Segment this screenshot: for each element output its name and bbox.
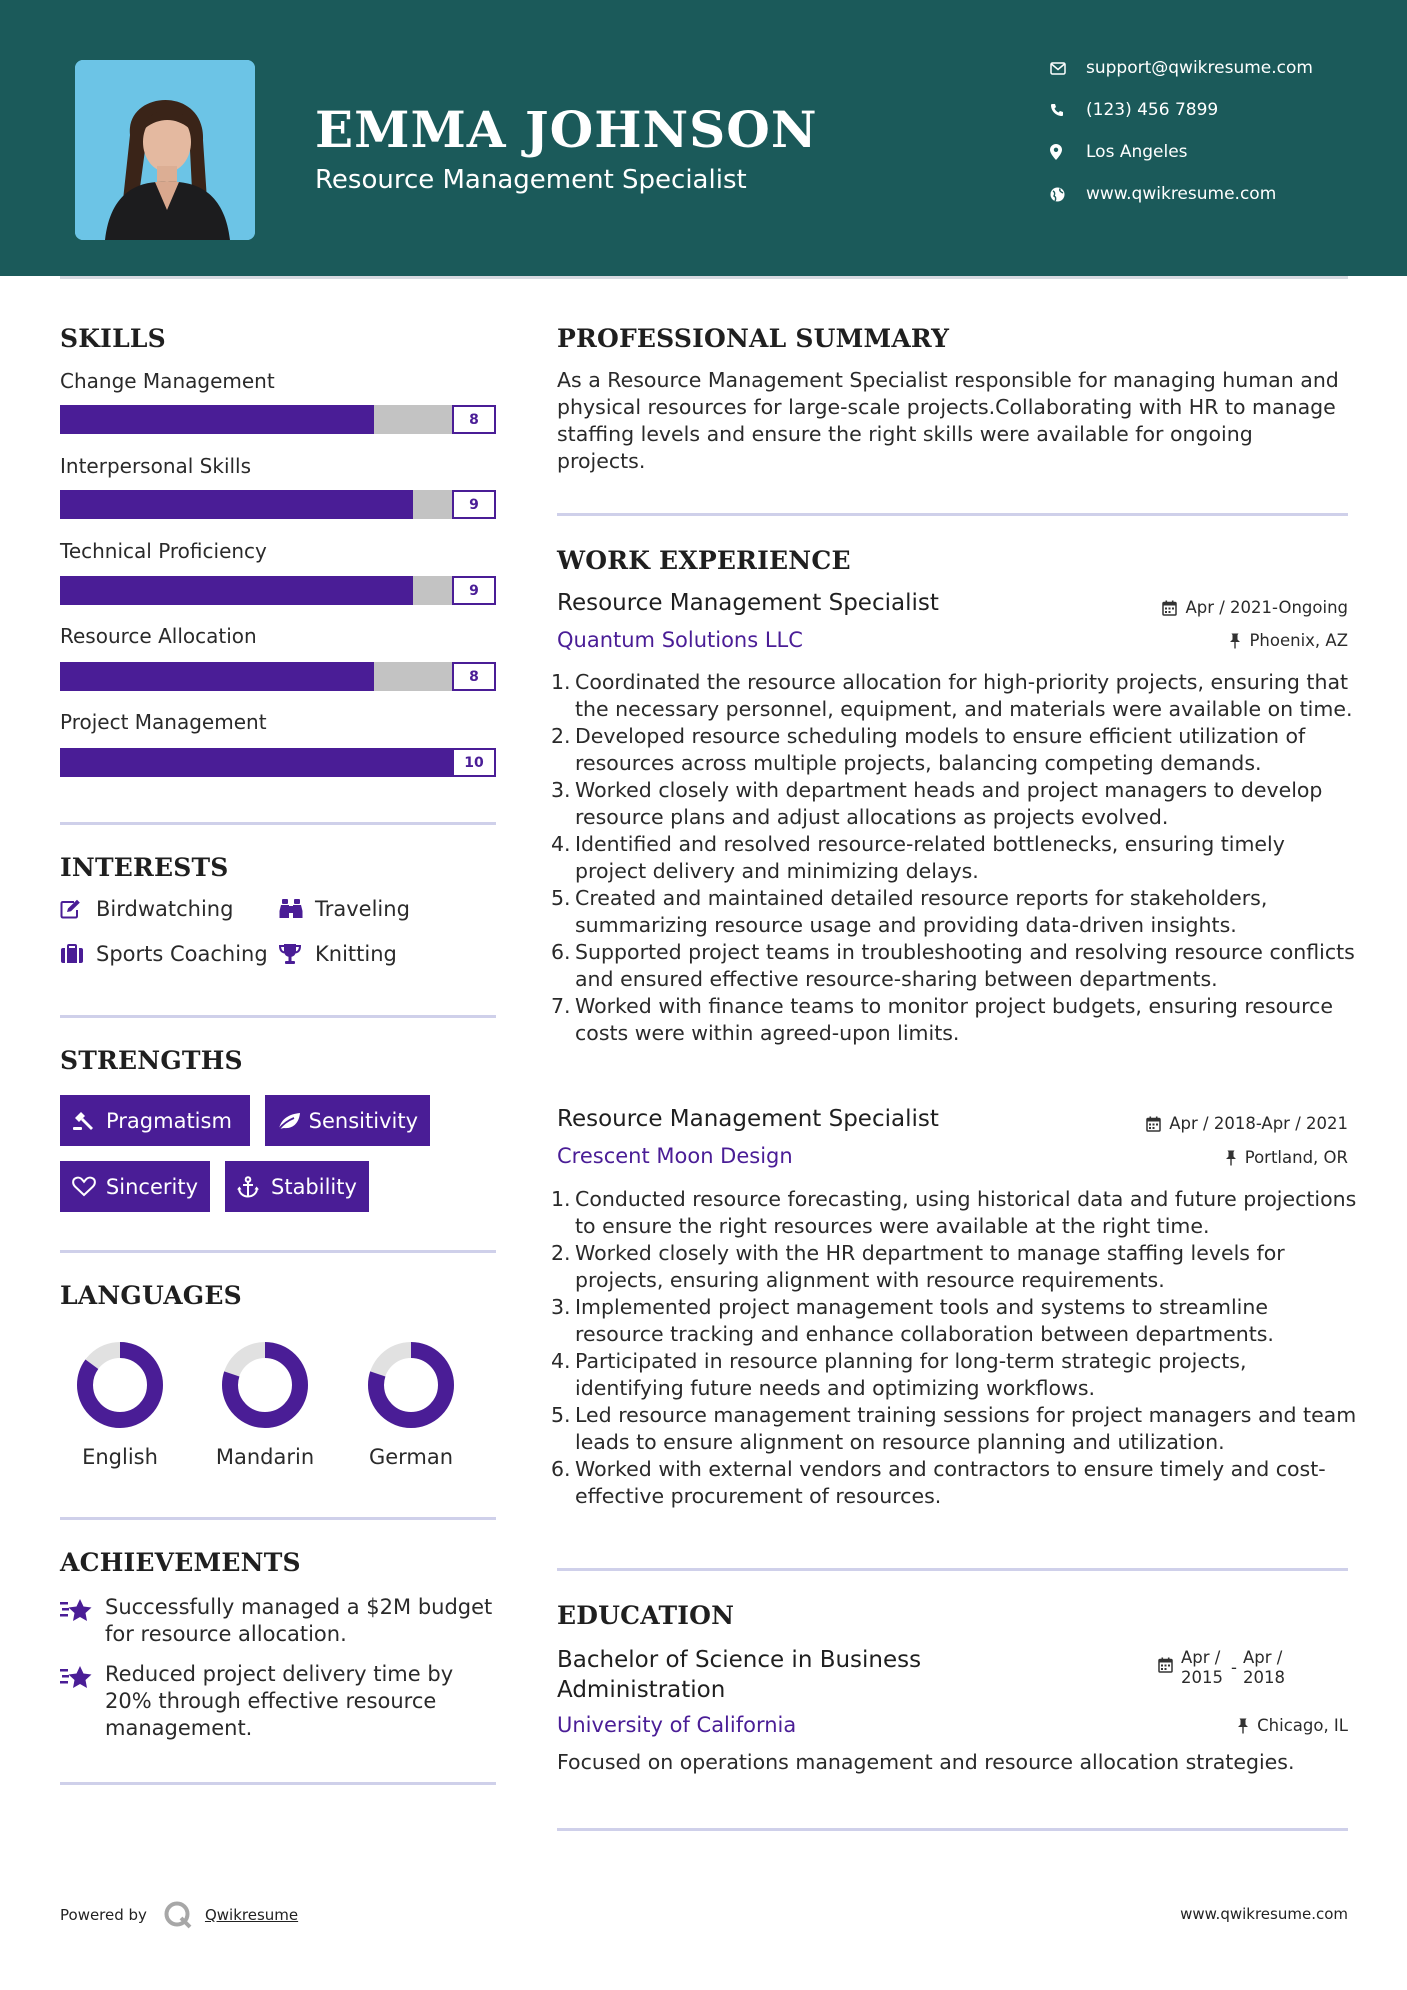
job-duties-list [551,1186,1357,1510]
strength-badge [265,1095,430,1146]
skill-score: 9 [452,576,496,605]
contact-phone[interactable] [1050,100,1380,120]
section-divider [60,1015,496,1018]
profile-photo [75,60,255,240]
section-divider [60,1517,496,1520]
skill-bar-fill [60,748,452,777]
contact-phone-text: (123) 456 7899 [1086,100,1219,120]
calendar-icon [1162,600,1177,616]
summary-text: As a Resource Management Specialist responsible for managing human and physical resources for large-scale projects.Collaborating with HR to manage staffing levels and ensure the right skills were available for ongoing projects. [557,368,1339,473]
date-part: Apr / [1243,1648,1283,1667]
footer-powered-by [60,1900,298,1930]
duty-text: Supported project teams in troubleshooting and resolving resource conflicts and ensured effective resource-sharing between departments. [575,940,1355,991]
job-dates-text: Apr / 2018-Apr / 2021 [1169,1114,1348,1133]
skill-bar [60,576,496,605]
skill-score: 9 [452,490,496,519]
summary-heading: PROFESSIONAL SUMMARY [557,324,950,353]
skill-name: Technical Proficiency [60,539,267,563]
gavel-icon [72,1110,106,1132]
skill-name: Change Management [60,369,275,393]
language-ring [366,1340,456,1430]
section-divider [557,513,1348,516]
company-name: Quantum Solutions LLC [557,628,803,652]
skill-name: Project Management [60,710,267,734]
date-part: 2015 [1181,1668,1223,1687]
duty-text: Worked closely with department heads and project managers to develop resource plans and adjust allocations as projects evolved. [575,778,1323,829]
pushpin-icon [1225,1150,1237,1166]
date-separator: - [1231,1658,1237,1677]
list-item: 6. Supported project teams in troubleshooting and resolving resource conflicts and ensured effective resource-sharing between departments. [551,940,1355,991]
skill-bar [60,405,496,434]
degree-title [557,1645,921,1705]
list-item: 4. Identified and resolved resource-related bottlenecks, ensuring timely project delivery and minimizing delays. [551,832,1285,883]
language-name: German [368,1445,454,1469]
achievement-item [60,1594,500,1648]
skill-name: Interpersonal Skills [60,454,252,478]
education-location-text: Chicago, IL [1257,1716,1348,1735]
phone-icon [1050,103,1086,117]
language-ring [75,1340,165,1430]
footer-url[interactable]: www.qwikresume.com [1180,1905,1348,1923]
interest-label: Birdwatching [96,897,234,921]
achievement-text: Reduced project delivery time by 20% through effective resource management. [105,1662,454,1740]
list-item: 3. Implemented project management tools and systems to streamline resource tracking and enhance collaboration between departments. [551,1295,1274,1346]
achievements-heading: ACHIEVEMENTS [60,1548,301,1577]
skill-bar-fill [60,490,413,519]
education-dates [1158,1648,1293,1688]
job-title: Resource Management Specialist [557,590,939,616]
star-icon [60,1594,105,1648]
interest-item [60,897,233,921]
envelope-icon [1050,62,1086,75]
language-name: Mandarin [215,1445,315,1469]
list-item: 2. Worked closely with the HR department to manage staffing levels for projects, ensuring alignment with resource requirements. [551,1241,1285,1292]
strength-badge [60,1161,210,1212]
strength-label: Stability [271,1174,357,1199]
skill-score: 8 [452,405,496,434]
job-duties-list [551,669,1357,1047]
list-item: 6. Worked with external vendors and contractors to ensure timely and cost-effective procurement of resources. [551,1457,1326,1508]
contact-website-text: www.qwikresume.com [1086,184,1277,204]
section-divider [60,822,496,825]
duty-text: Led resource management training sessions for project managers and team leads to ensure alignment on resource planning and utilization. [575,1403,1357,1454]
list-item: 4. Participated in resource planning for long-term strategic projects, identifying future needs and optimizing workflows. [551,1349,1247,1400]
job-location [1225,1148,1348,1167]
degree-line: Administration [557,1677,726,1703]
anchor-icon [237,1176,271,1198]
skill-bar-fill [60,405,374,434]
education-end-date [1243,1648,1293,1688]
duty-text: Worked with finance teams to monitor project budgets, ensuring resource costs were within agreed-upon limits. [575,994,1334,1045]
list-item: 7. Worked with finance teams to monitor project budgets, ensuring resource costs were within agreed-upon limits. [551,994,1334,1045]
job-title: Resource Management Specialist [557,1106,939,1132]
job-location-text: Phoenix, AZ [1249,631,1348,650]
strength-label: Sincerity [105,1174,198,1199]
list-item: 5. Created and maintained detailed resource reports for stakeholders, summarizing resource usage and providing data-driven insights. [551,886,1268,937]
contact-email-text: support@qwikresume.com [1086,58,1313,78]
skill-bar [60,748,496,777]
education-heading: EDUCATION [557,1601,735,1630]
globe-icon [1050,187,1086,202]
degree-line: Bachelor of Science in Business [557,1647,922,1673]
duty-text: Identified and resolved resource-related bottlenecks, ensuring timely project delivery and minimizing delays. [575,832,1285,883]
section-divider [557,1828,1348,1831]
duty-text: Created and maintained detailed resource reports for stakeholders, summarizing resource usage and providing data-driven insights. [575,886,1268,937]
interests-heading: INTERESTS [60,853,229,882]
pencil-square-icon [60,899,96,919]
duty-text: Worked with external vendors and contractors to ensure timely and cost-effective procurement of resources. [575,1457,1326,1508]
list-item: 3. Worked closely with department heads and project managers to develop resource plans and adjust allocations as projects evolved. [551,778,1323,829]
section-divider [60,1782,496,1785]
job-dates [1146,1114,1348,1133]
contact-location-text: Los Angeles [1086,142,1188,162]
strength-label: Sensitivity [308,1108,418,1133]
skill-bar-fill [60,576,413,605]
duty-text: Developed resource scheduling models to ensure efficient utilization of resources across multiple projects, balancing competing demands. [575,724,1306,775]
interest-item [60,942,268,966]
list-item: 2. Developed resource scheduling models to ensure efficient utilization of resources across multiple projects, balancing competing demands. [551,724,1306,775]
company-name: Crescent Moon Design [557,1144,793,1168]
interest-item [279,942,397,966]
pushpin-icon [1237,1718,1249,1734]
strengths-heading: STRENGTHS [60,1046,243,1075]
language-ring [220,1340,310,1430]
contact-website[interactable] [1050,184,1380,204]
contact-location [1050,142,1380,162]
interest-label: Sports Coaching [96,942,268,966]
skill-score: 10 [452,748,496,777]
calendar-icon [1158,1648,1173,1678]
skill-bar [60,662,496,691]
list-item: 5. Led resource management training sessions for project managers and team leads to ensure alignment on resource planning and utilization. [551,1403,1357,1454]
achievement-item [60,1661,500,1742]
education-location [1237,1716,1348,1735]
skill-name: Resource Allocation [60,624,257,648]
job-dates [1162,598,1348,617]
duty-text: Conducted resource forecasting, using historical data and future projections to ensure the right resources were available at the right time. [575,1187,1357,1238]
strength-label: Pragmatism [106,1108,232,1133]
education-description: Focused on operations management and resource allocation strategies. [557,1750,1295,1774]
briefcase-icon [60,944,96,964]
section-divider [60,1250,496,1253]
interest-item [279,897,410,921]
achievement-text: Successfully managed a $2M budget for resource allocation. [105,1595,493,1646]
trophy-icon [279,943,315,965]
qwikresume-link[interactable]: Qwikresume [204,1906,299,1924]
contact-email[interactable] [1050,58,1380,78]
star-icon [60,1661,105,1742]
duty-text: Implemented project management tools and systems to streamline resource tracking and enhance collaboration between departments. [575,1295,1274,1346]
job-location-text: Portland, OR [1244,1148,1348,1167]
list-item: 1. Conducted resource forecasting, using historical data and future projections to ensure the right resources were available at the right time. [551,1187,1357,1238]
binoculars-icon [279,898,315,920]
skill-score: 8 [452,662,496,691]
list-item: 1. Coordinated the resource allocation for high-priority projects, ensuring that the necessary personnel, equipment, and materials were available on time. [551,670,1353,721]
duty-text: Worked closely with the HR department to manage staffing levels for projects, ensuring alignment with resource requirements. [575,1241,1285,1292]
candidate-name: EMMA JOHNSON [315,100,818,159]
skills-heading: SKILLS [60,324,166,353]
language-name: English [82,1445,158,1469]
powered-by-text: Powered by [60,1906,147,1924]
qwikresume-logo-icon [163,1900,193,1930]
job-location [1229,631,1348,650]
pushpin-icon [1229,633,1241,649]
date-part: 2018 [1243,1668,1285,1687]
job-dates-text: Apr / 2021-Ongoing [1185,598,1348,617]
map-marker-icon [1050,144,1086,160]
duty-text: Participated in resource planning for long-term strategic projects, identifying future needs and optimizing workflows. [575,1349,1247,1400]
interest-label: Traveling [315,897,410,921]
experience-heading: WORK EXPERIENCE [557,546,851,575]
duty-text: Coordinated the resource allocation for high-priority projects, ensuring that the necessary personnel, equipment, and materials were available on time. [575,670,1353,721]
date-part: Apr / [1181,1648,1221,1667]
resume-header [0,0,1407,276]
candidate-title: Resource Management Specialist [315,165,747,195]
section-divider [557,1568,1348,1571]
school-name: University of California [557,1713,797,1737]
skill-bar-fill [60,662,374,691]
leaf-icon [277,1111,309,1131]
skill-bar [60,490,496,519]
education-start-date [1181,1648,1231,1688]
strength-badge [225,1161,369,1212]
languages-heading: LANGUAGES [60,1281,242,1310]
calendar-icon [1146,1116,1161,1132]
heart-icon [72,1176,106,1197]
interest-label: Knitting [315,942,397,966]
strength-badge [60,1095,250,1146]
header-divider [60,276,1348,279]
